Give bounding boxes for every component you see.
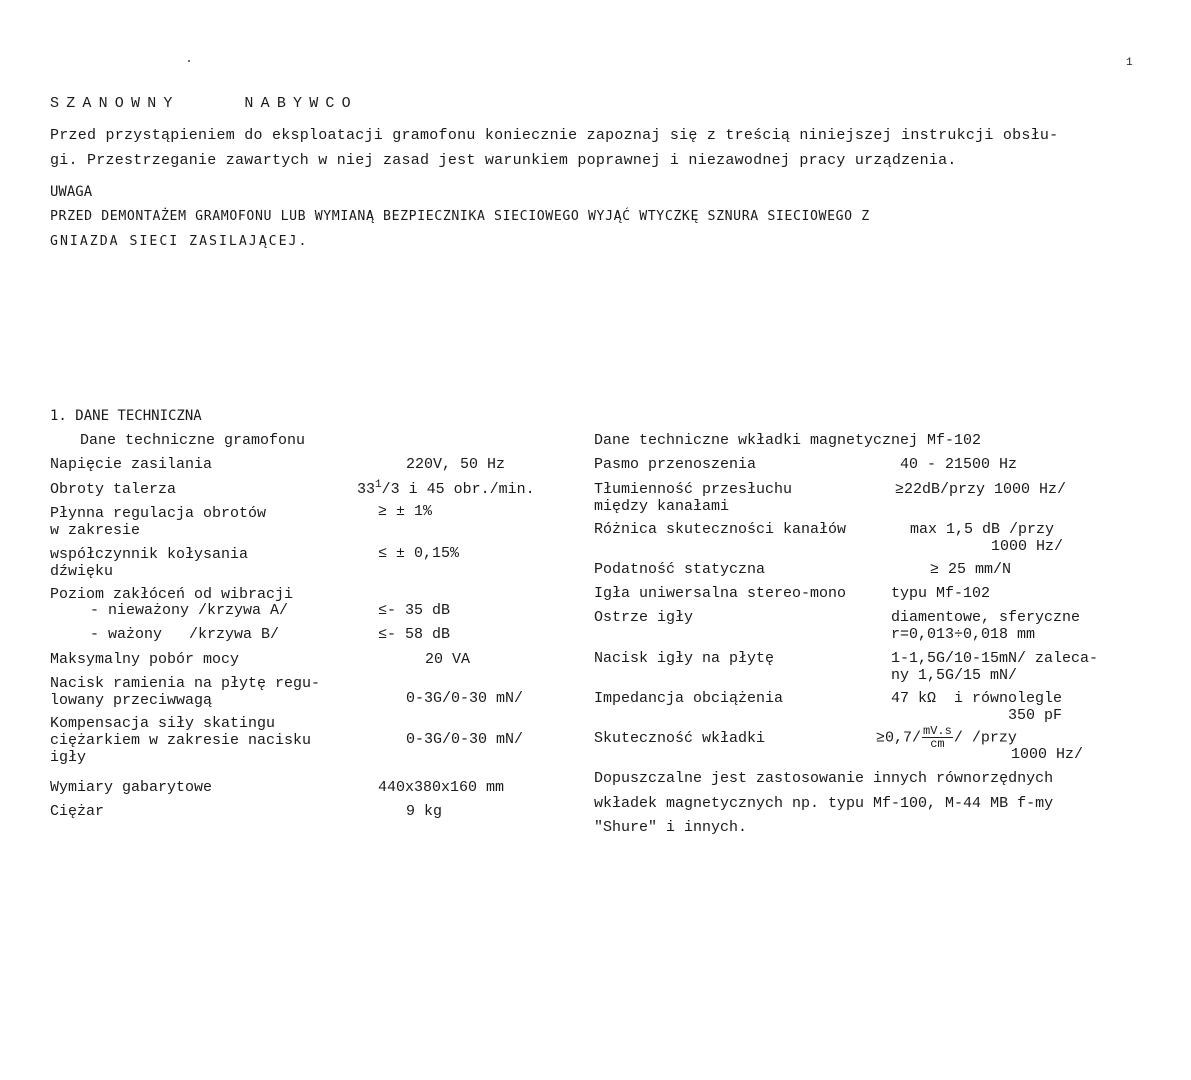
spec-label: Napięcie zasilania [50,456,213,473]
spec-label: Igła uniwersalna stereo-mono [594,585,847,602]
spec-label: Maksymalny pobór mocy [50,651,240,668]
spec-value: 1-1,5G/10-15mN/ zaleca- ny 1,5G/15 mN/ [891,650,1099,684]
spec-value: 47 kΩ i równolegle 350 pF [891,690,1063,724]
spec-label: Nacisk igły na płytę [594,650,775,667]
spec-value: ≤ ± 0,15% [378,545,460,562]
spec-value-part: ≥0,7/ [876,729,922,747]
warning-line-1: PRZED DEMONTAŻEM GRAMOFONU LUB WYMIANĄ BEZPIECZNIKA SIECIOWEGO WYJĄĆ WTYCZKĘ SZNURA SIECIOWEGO Z [50,209,870,224]
footer-note-line-2: wkładek magnetycznych np. typu Mf-100, M-44 MB f-my [594,795,1054,812]
page-title: SZANOWNY NABYWCO [50,95,358,112]
warning-label: UWAGA [50,184,93,200]
spec-value: 0-3G/0-30 mN/ [406,690,524,707]
spec-value: 9 kg [406,803,443,820]
spec-label: Tłumienność przesłuchu między kanałami [594,481,793,515]
fraction-denominator: cm [930,737,945,751]
spec-value: 40 - 21500 Hz [900,456,1018,473]
warning-line-2: GNIAZDA SIECI ZASILAJĄCEJ. [50,234,309,249]
intro-line-2: gi. Przestrzeganie zawartych w niej zasad jest warunkiem poprawnej i niezawodnej pracy urządzenia. [50,152,957,169]
spec-label: - nieważony /krzywa A/ [90,602,289,619]
spec-label: Impedancja obciążenia [594,690,784,707]
spec-label: - ważony /krzywa B/ [90,626,280,643]
spec-label: współczynnik kołysania dźwięku [50,546,249,580]
spec-label: Różnica skuteczności kanałów [594,521,847,538]
spec-label: Ciężar [50,803,105,820]
spec-label: Wymiary gabarytowe [50,779,213,796]
spec-value: typu Mf-102 [891,585,991,602]
fraction-numerator: mV.s [923,724,952,738]
spec-value: ≥22dB/przy 1000 Hz/ [895,481,1067,498]
spec-value: diamentowe, sferyczne r=0,013÷0,018 mm [891,609,1081,643]
footer-note-line-3: "Shure" i innych. [594,819,748,836]
spec-value: ≤- 35 dB [378,602,451,619]
spec-label: Płynna regulacja obrotów w zakresie [50,505,267,539]
spec-value: 20 VA [425,651,471,668]
spec-value: 220V, 50 Hz [406,456,506,473]
spec-value-line-2: 1000 Hz/ [1011,746,1084,763]
spec-label: Skuteczność wkładki [594,730,766,747]
spec-value: ≥ ± 1% [378,503,433,520]
spec-label: Poziom zakłóceń od wibracji [50,586,294,603]
spec-label: Nacisk ramienia na płytę regu- lowany przeciwwagą [50,675,321,709]
unit-fraction [922,725,953,750]
spec-value-part: /3 i 45 obr./min. [381,481,535,498]
intro-line-1: Przed przystąpieniem do eksploatacji gramofonu koniecznie zapoznaj się z treścią niniejszej instrukcji obsłu- [50,127,1059,144]
scan-speck [188,60,190,62]
spec-label: Ostrze igły [594,609,694,626]
spec-value-part: / /przy [953,729,1017,747]
page-marker: 1 [1126,57,1133,69]
spec-label: Kompensacja siły skatingu ciężarkiem w zakresie nacisku igły [50,715,312,766]
footer-note-line-1: Dopuszczalne jest zastosowanie innych równorzędnych [594,770,1054,787]
spec-value: ≤- 58 dB [378,626,451,643]
spec-value-superscript: 1 [375,479,382,491]
spec-value [876,725,1017,750]
section-heading: 1. DANE TECHNICZNA [50,408,202,424]
spec-label: Podatność statyczna [594,561,766,578]
spec-value-part: 33 [357,481,376,498]
spec-value [357,481,535,500]
left-column-title: Dane techniczne gramofonu [80,432,306,449]
spec-value: ≥ 25 mm/N [930,561,1012,578]
spec-label: Obroty talerza [50,481,177,498]
right-column-title: Dane techniczne wkładki magnetycznej Mf-102 [594,432,982,449]
spec-label: Pasmo przenoszenia [594,456,757,473]
spec-value: 440x380x160 mm [378,779,505,796]
spec-value: 0-3G/0-30 mN/ [406,731,524,748]
spec-value: max 1,5 dB /przy 1000 Hz/ [910,521,1064,555]
